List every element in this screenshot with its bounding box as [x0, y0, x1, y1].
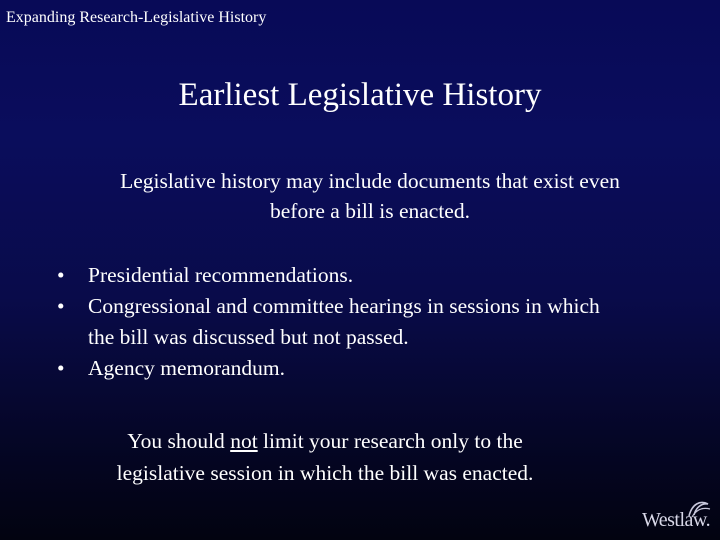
- closing-text-before: You should: [127, 429, 231, 453]
- slide-header: Expanding Research-Legislative History: [6, 9, 267, 26]
- intro-line-1: Legislative history may include documents that exist even: [120, 169, 620, 193]
- closing-text-after: limit your research only to the: [257, 429, 523, 453]
- bullet-item-agency: [55, 353, 695, 384]
- intro-paragraph: [60, 166, 680, 226]
- closing-line-2: legislative session in which the bill was enacted.: [116, 461, 534, 485]
- westlaw-logo: [642, 504, 712, 532]
- intro-line-2: before a bill is enacted.: [270, 199, 470, 223]
- bullet-text: Agency memorandum.: [88, 356, 286, 380]
- bullet-text: Congressional and committee hearings in sessions in which: [88, 294, 600, 318]
- bullet-item-congressional: [55, 291, 695, 353]
- slide-title: Earliest Legislative History: [178, 77, 542, 113]
- logo-wordmark: Westlaw.: [642, 509, 711, 531]
- closing-paragraph: [0, 425, 650, 489]
- bullet-list: [55, 260, 695, 384]
- bullet-marker: •: [57, 263, 65, 287]
- bullet-marker: •: [57, 294, 65, 318]
- closing-line-1: [0, 425, 650, 457]
- closing-emphasis: not: [230, 429, 258, 453]
- bullet-text: Presidential recommendations.: [88, 263, 354, 287]
- bullet-item-presidential: [55, 260, 695, 291]
- bullet-marker: •: [57, 356, 65, 380]
- bullet-text-continued: the bill was discussed but not passed.: [88, 325, 409, 349]
